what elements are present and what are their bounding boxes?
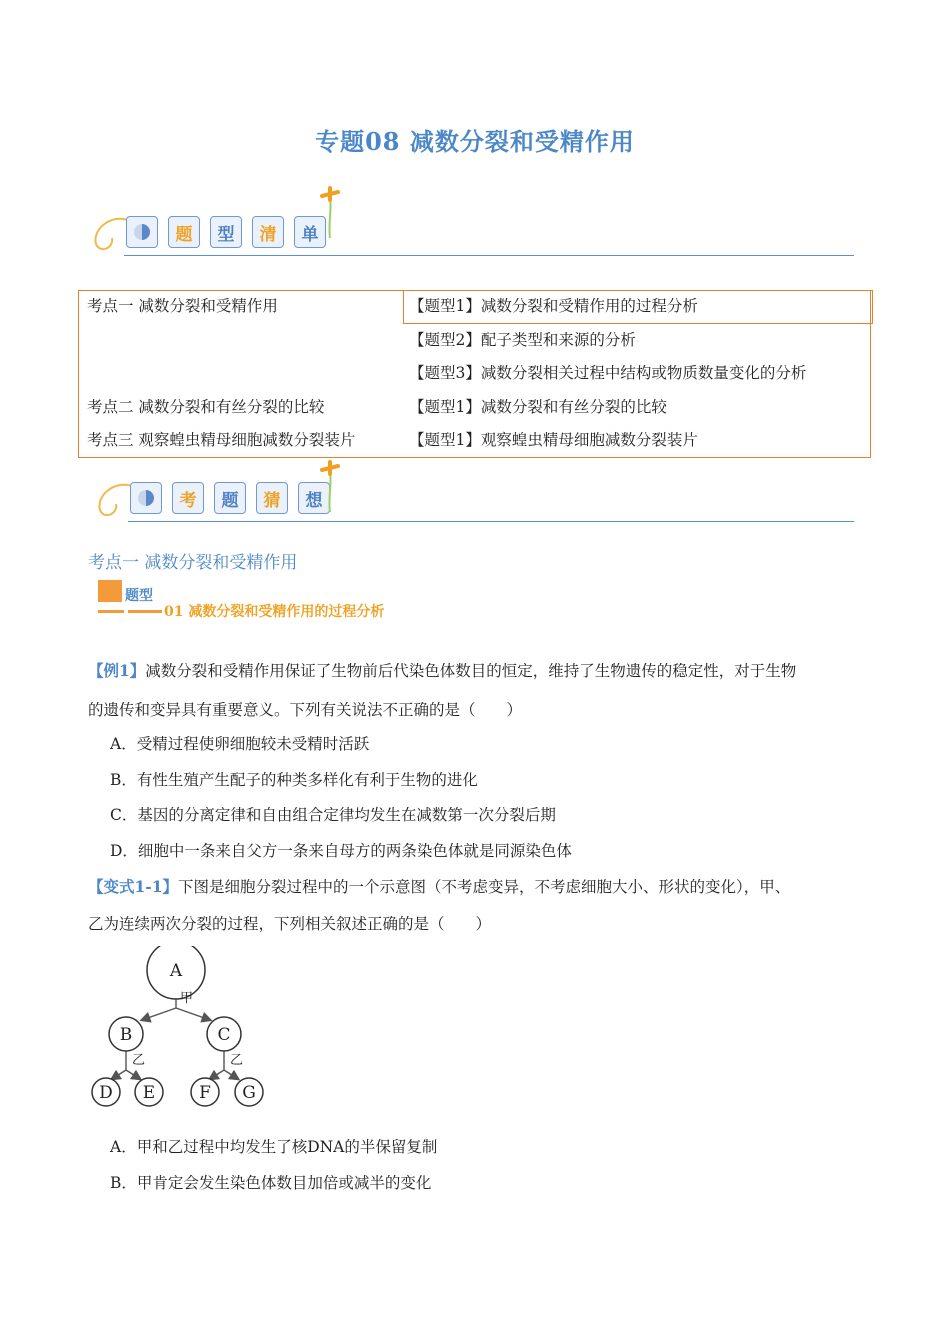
banner-tile-1: 考 [172, 482, 204, 514]
swirl-decoration-icon [94, 474, 134, 522]
node-b-label: B [119, 1025, 133, 1045]
variant1-line2: 乙为连续两次分裂的过程，下列相关叙述正确的是（ ） [88, 915, 492, 933]
type-badge-label: 题型 [125, 588, 153, 604]
banner-tile-1: 题 [168, 216, 200, 248]
banner-tile-3: 清 [252, 216, 284, 248]
variant1-tag: 【变式1-1】 [88, 877, 179, 896]
topic-type-5: 【题型1】观察蝗虫精母细胞减数分裂装片 [409, 431, 698, 449]
variant1-line1 [88, 877, 790, 897]
example1-option-b: B．有性生殖产生配子的种类多样化有利于生物的进化 [110, 771, 478, 789]
node-a-label: A [169, 961, 183, 981]
node-c-label: C [217, 1025, 231, 1045]
variant1-text: 下图是细胞分裂过程中的一个示意图（不考虑变异，不考虑细胞大小、形状的变化），甲、 [178, 878, 791, 896]
node-g-label: G [242, 1083, 256, 1103]
topic-type-3: 【题型3】减数分裂相关过程中结构或物质数量变化的分析 [409, 364, 807, 382]
topic-point-1: 考点一 减数分裂和受精作用 [87, 297, 278, 315]
banner-tile-4: 单 [294, 216, 326, 248]
node-d-label: D [99, 1083, 113, 1103]
edge-label-yi-right: 乙 [230, 1053, 244, 1068]
example1-line2: 的遗传和变异具有重要意义。下列有关说法不正确的是（ ） [88, 701, 523, 719]
type-underline-left [98, 610, 124, 613]
topic-type-1: 【题型1】减数分裂和受精作用的过程分析 [409, 297, 698, 315]
example1-text: 减数分裂和受精作用保证了生物前后代染色体数目的恒定，维持了生物遗传的稳定性，对于生物 [145, 662, 797, 680]
section-banner-topic-list [90, 208, 854, 256]
banner-badge-icon [126, 216, 158, 248]
sprout-decoration-icon [316, 458, 344, 514]
banner-badge-icon [130, 482, 162, 514]
section-heading: 考点一 减数分裂和受精作用 [88, 553, 298, 573]
variant1-option-b: B．甲肯定会发生染色体数目加倍或减半的变化 [110, 1174, 432, 1192]
banner-tile-2: 题 [214, 482, 246, 514]
node-e-label: E [142, 1083, 156, 1103]
banner-tile-3: 猜 [256, 482, 288, 514]
banner-rule [128, 521, 854, 522]
type-title: 01 减数分裂和受精作用的过程分析 [164, 604, 385, 620]
swirl-decoration-icon [90, 208, 130, 256]
section-banner-exam-guess [94, 474, 854, 522]
banner-rule [124, 255, 854, 256]
example1-option-c: C．基因的分离定律和自由组合定律均发生在减数第一次分裂后期 [110, 806, 556, 824]
banner-tile-4: 想 [298, 482, 330, 514]
example1-option-a: A．受精过程使卵细胞较未受精时活跃 [110, 735, 370, 753]
topic-type-4: 【题型1】减数分裂和有丝分裂的比较 [409, 398, 667, 416]
topic-point-3: 考点三 观察蝗虫精母细胞减数分裂装片 [87, 431, 356, 449]
node-f-label: F [199, 1083, 211, 1103]
example1-option-d: D．细胞中一条来自父方一条来自母方的两条染色体就是同源染色体 [110, 842, 572, 860]
example1-tag: 【例1】 [88, 661, 146, 680]
topic-type-2: 【题型2】配子类型和来源的分析 [409, 331, 636, 349]
example1-line1 [88, 661, 796, 681]
type-badge-block [98, 580, 122, 602]
sprout-decoration-icon [316, 184, 344, 240]
topic-table [78, 290, 871, 458]
topic-point-2: 考点二 减数分裂和有丝分裂的比较 [87, 398, 325, 416]
banner-tile-2: 型 [210, 216, 242, 248]
page-title: 专题08 减数分裂和受精作用 [315, 127, 635, 156]
variant1-option-a: A．甲和乙过程中均发生了核DNA的半保留复制 [110, 1138, 438, 1156]
cell-division-diagram [86, 946, 276, 1114]
edge-label-jia: 甲 [180, 991, 194, 1006]
edge-label-yi-left: 乙 [132, 1053, 146, 1068]
type-underline-right [128, 610, 162, 613]
